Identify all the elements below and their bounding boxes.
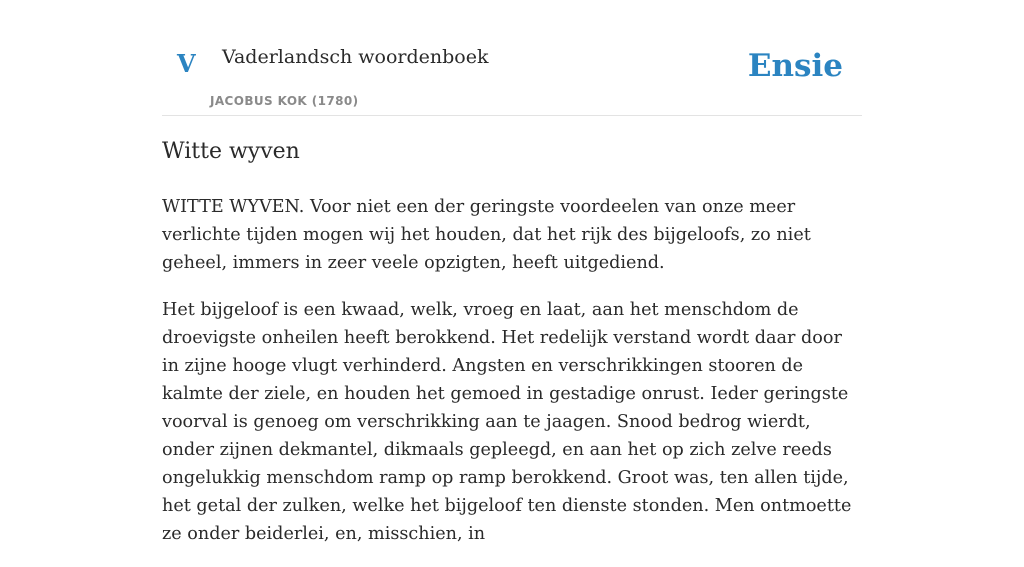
entry-body	[162, 193, 862, 567]
book-letter-link[interactable]: V	[177, 49, 196, 78]
entry-paragraph: Het bijgeloof is een kwaad, welk, vroeg en laat, aan het menschdom de droevigste onheilen heeft berokkend. Het redelijk verstand wordt daar door in zijne hooge vlugt verhinderd. Angsten en verschrikkingen stooren de kalmte der ziele, en houden het gemoed in gestadige onrust. Ieder geringste voorval is genoeg om verschrikking aan te jaagen. Snood bedrog wierdt, onder zijnen dekmantel, dikmaals gepleegd, en aan het op zich zelve reeds ongelukkig menschdom ramp op ramp berokkend. Groot was, ten allen tijde, het getal der zulken, welke het bijgeloof ten dienste stonden. Men ontmoette ze onder beiderlei, en, misschien, in	[162, 300, 852, 544]
ensie-logo[interactable]: Ensie	[747, 48, 843, 84]
entry-title: Witte wyven	[162, 139, 300, 164]
content-column	[162, 0, 862, 544]
entry-paragraph: WITTE WYVEN. Voor niet een der geringste voordeelen van onze meer verlichte tijden mogen wij het houden, dat het rijk des bijgeloofs, zo niet geheel, immers in zeer veele opzigten, heeft uitgediend.	[162, 197, 811, 273]
book-header	[162, 0, 862, 116]
book-title-link[interactable]: Vaderlandsch woordenboek	[222, 46, 489, 68]
book-author-link[interactable]: JACOBUS KOK (1780)	[210, 94, 359, 108]
